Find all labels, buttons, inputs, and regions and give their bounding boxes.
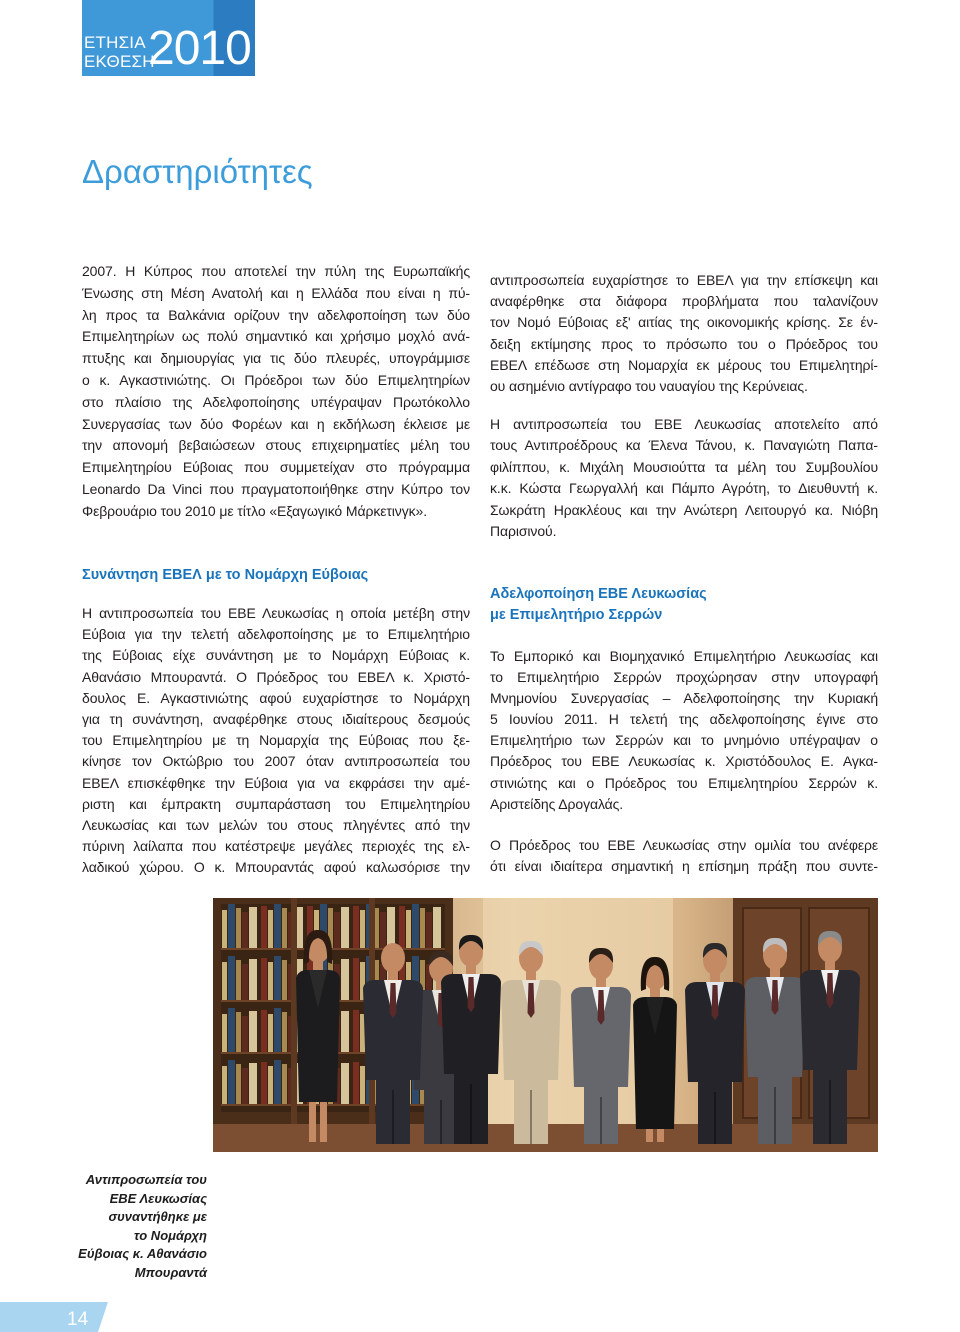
text-line: Ο Πρόεδρος του ΕΒΕ Λευκωσίας στην ομιλία του ανέφερε [490, 837, 878, 853]
text-line: λαδικού χώρου. Ο κ. Μπουραντάς αφού καλωσόρισε την [82, 859, 470, 876]
text-line: δειξη εκτίμησης προς το πρόσωπο του ο Πρόεδρος του [490, 335, 878, 352]
text-line: Αθανάσιο Μπουραντά. Ο Πρόεδρος του ΕΒΕΛ κ. Χριστό- [82, 668, 470, 685]
text-line: Η αντιπροσωπεία του ΕΒΕ Λευκωσίας η οποία μετέβη στην [82, 605, 470, 621]
group-photo-image [213, 898, 878, 1152]
text-line: κ.κ. Κώστα Γεωργαλλή και Πάμπο Αγρότη, το Διευθυντή κ. [490, 480, 878, 497]
report-label-line-1: ΕΤΗΣΙΑ [84, 33, 146, 52]
tie-icon [468, 977, 475, 1012]
text-line: Leonardo Da Vinci που πραγματοποιήθηκε στην Κύπρο τον [82, 480, 470, 497]
trouser-gap [530, 1090, 532, 1144]
text-line: 2007. Η Κύπρος που αποτελεί την πύλη της Ευρωπαϊκής [82, 263, 470, 279]
caption-line: Μπουραντά [134, 1264, 207, 1280]
trouser-gap [470, 1084, 472, 1144]
person-head [381, 943, 405, 973]
section-heading-line: με Επιμελητήριο Σερρών [490, 607, 663, 623]
caption-line: συναντήθηκε με [108, 1209, 207, 1225]
group-photo [213, 898, 878, 1152]
text-line: ΕΒΕΛ επέδωσε στη Νομαρχία εκ μέρους του Επιμελητηρί- [490, 356, 878, 373]
section-heading-line: Συνάντηση ΕΒΕΛ με το Νομάρχη Εύβοιας [82, 567, 369, 583]
text-line: Συνεργασίας των δύο Φορέων και η εκδήλωση έκλεισε με [82, 415, 470, 432]
person-leg [320, 1100, 327, 1142]
text-line: το Επιμελητήριο Σερρών προχώρησαν στην υπογραφή [490, 669, 878, 686]
report-year: 2010 [148, 22, 251, 75]
text-line: Αριστείδης Δρογαλάς. [490, 795, 624, 812]
meeting-paragraph-continued [490, 270, 878, 397]
text-line: της Εύβοιας είχε συνάντηση με το Νομάρχη Εύβοιας κ. [82, 647, 470, 664]
text-line: αντιπροσωπεία ευχαρίστησε το ΕΒΕΛ για την επίσκεψη και [490, 272, 878, 288]
person-leg [646, 1127, 653, 1142]
tie-icon [827, 973, 834, 1008]
text-line: ου ασημένιο αντίγραφο του ναυαγίου της Κερύνειας. [490, 377, 808, 394]
text-line: αναφέρθηκε στα διάφορα προβλήματα που ταλανίζουν [490, 293, 878, 310]
text-line: Η αντιπροσωπεία του ΕΒΕ Λευκωσίας αποτελείτο από [490, 416, 878, 432]
trouser-gap [600, 1097, 602, 1144]
text-line: στινιώτης και ο Πρόεδρος του Επιμελητηρίου Σερρών κ. [490, 774, 878, 791]
text-line: Επιμελητήριο των Σερρών και το μνημόνιο υπέγραψαν ο [490, 732, 878, 749]
person-leg [657, 1127, 664, 1142]
text-line: κίνησε τον Οκτώβριο του 2007 όταν αντιπροσωπεία του [82, 753, 470, 770]
speech-paragraph [490, 835, 878, 877]
caption-line: το Νομάρχη [133, 1227, 207, 1243]
text-line: τον Νομό Εύβοιας εξ' αιτίας της οικονομικής κρίσης. Σε έν- [490, 314, 878, 331]
bookcase-divider [291, 898, 297, 1130]
text-line: Μνημονίου Συνεργασίας – Αδελφοποίησης την Κυριακή [490, 690, 878, 707]
person-leg [309, 1100, 316, 1142]
text-line: πύρινη λαίλαπα που κατέστρεψε μεγάλες περιοχές της ελ- [82, 838, 470, 855]
text-line: Πρόεδρος του ΕΒΕ Λευκωσίας κ. Χριστόδουλος Ε. Αγκα- [490, 753, 878, 770]
report-header-block [82, 0, 255, 76]
text-line: 5 Ιουνίου 2011. Η τελετή της αδελφοποίησης έγινε στο [490, 711, 878, 728]
text-line: Σωκράτη Ηρακλέους και την Ανώτερη Λειτουργό κα. Νιόβη [490, 501, 878, 518]
tie-icon [390, 983, 397, 1018]
trouser-gap [829, 1080, 831, 1144]
text-line: την απονομή βεβαιώσεων στους επιχειρηματίες μέλη του [82, 437, 470, 454]
text-line: Το Εμπορικό και Βιομηχανικό Επιμελητήριο Λευκωσίας και [490, 648, 878, 664]
text-line: ότι είναι ιδιαίτερα σημαντική η επίσημη πράξη που συντε- [490, 858, 878, 874]
trouser-gap [714, 1092, 716, 1144]
tie-icon [712, 985, 719, 1020]
section-heading-twinning [490, 584, 878, 626]
text-line: ο κ. Αγκαστινιώτης. Οι Πρόεδροι των δύο Επιμελητηρίων [82, 371, 470, 388]
trouser-gap [392, 1090, 394, 1144]
caption-line: ΕΒΕ Λευκωσίας [109, 1190, 207, 1206]
trouser-gap [440, 1100, 442, 1144]
tie-icon [598, 990, 605, 1025]
text-line: Φεβρουάριο του 2010 με τίτλο «Εξαγωγικό Μάρκετινγκ». [82, 502, 427, 519]
text-line: πτυξης και δημιουργίας για τις δύο πλευρές, υπογράμμισε [82, 350, 470, 367]
text-line: ριστη και έμπρακτη συμπαράσταση του Επιμελητηρίου [82, 795, 470, 812]
text-line: στο πλαίσιο της Αδελφοποίησης υπέγραψαν Πρωτόκολλο [82, 393, 470, 410]
text-line: Παρισινού. [490, 522, 557, 539]
text-line: φιλίππου, κ. Μιχάλη Μουσιούττα τα μέλη του Συμβουλίου [490, 458, 878, 475]
tie-icon [772, 980, 779, 1015]
meeting-paragraph [82, 603, 470, 878]
caption-line: Εύβοιας κ. Αθανάσιο [78, 1246, 207, 1262]
text-line: λη προς τα Βαλκάνια ορίζουν την αδελφοποίηση των δύο [82, 306, 470, 323]
page-title: Δραστηριότητες [82, 153, 313, 190]
text-line: του Επιμελητηρίου με τη Νομαρχία της Εύβοιας που ξε- [82, 732, 470, 749]
section-heading-meeting [82, 565, 470, 585]
delegation-paragraph [490, 414, 878, 542]
text-line: για τη συνάντηση, αναφέρθηκε στους ιδιαίτερους δεσμούς [82, 710, 470, 727]
text-line: Λευκωσίας και των μελών του στους πληγέντες από την [82, 816, 470, 833]
page-number: 14 [67, 1309, 89, 1330]
page-number-tab [0, 1302, 110, 1332]
text-line: Επιμελητηρίων ως πολύ σημαντικό και χρήσιμο μοχλό ανά- [82, 328, 470, 345]
text-line: ΕΒΕΛ επισκέφθηκε την Εύβοια για να εκφράσει την αμέ- [82, 774, 470, 791]
text-line: τους Αντιπροέδρους κα Έλενα Τάνου, κ. Παναγιώτη Παπα- [490, 437, 878, 454]
section-heading-line: Αδελφοποίηση ΕΒΕ Λευκωσίας [490, 586, 707, 602]
text-line: δουλος Ε. Αγκαστινιώτης αφού ευχαρίστησε το Νομάρχη [82, 689, 470, 706]
report-label-line-2: ΕΚΘΕΣΗ [84, 52, 155, 71]
caption-line: Αντιπροσωπεία του [85, 1172, 207, 1187]
trouser-gap [774, 1087, 776, 1144]
text-line: Εύβοια για την τελετή αδελφοποίησης με το Επιμελητήριο [82, 626, 470, 643]
text-line: Επιμελητηρίου Εύβοιας που συμμετείχαν στο πρόγραμμα [82, 459, 470, 476]
twinning-paragraph [490, 646, 878, 815]
tie-icon [528, 983, 535, 1018]
text-line: Ένωσης στη Μέση Ανατολή και η Ελλάδα που είναι η πύ- [82, 284, 470, 301]
intro-paragraph [82, 261, 470, 523]
photo-caption [60, 1171, 207, 1283]
